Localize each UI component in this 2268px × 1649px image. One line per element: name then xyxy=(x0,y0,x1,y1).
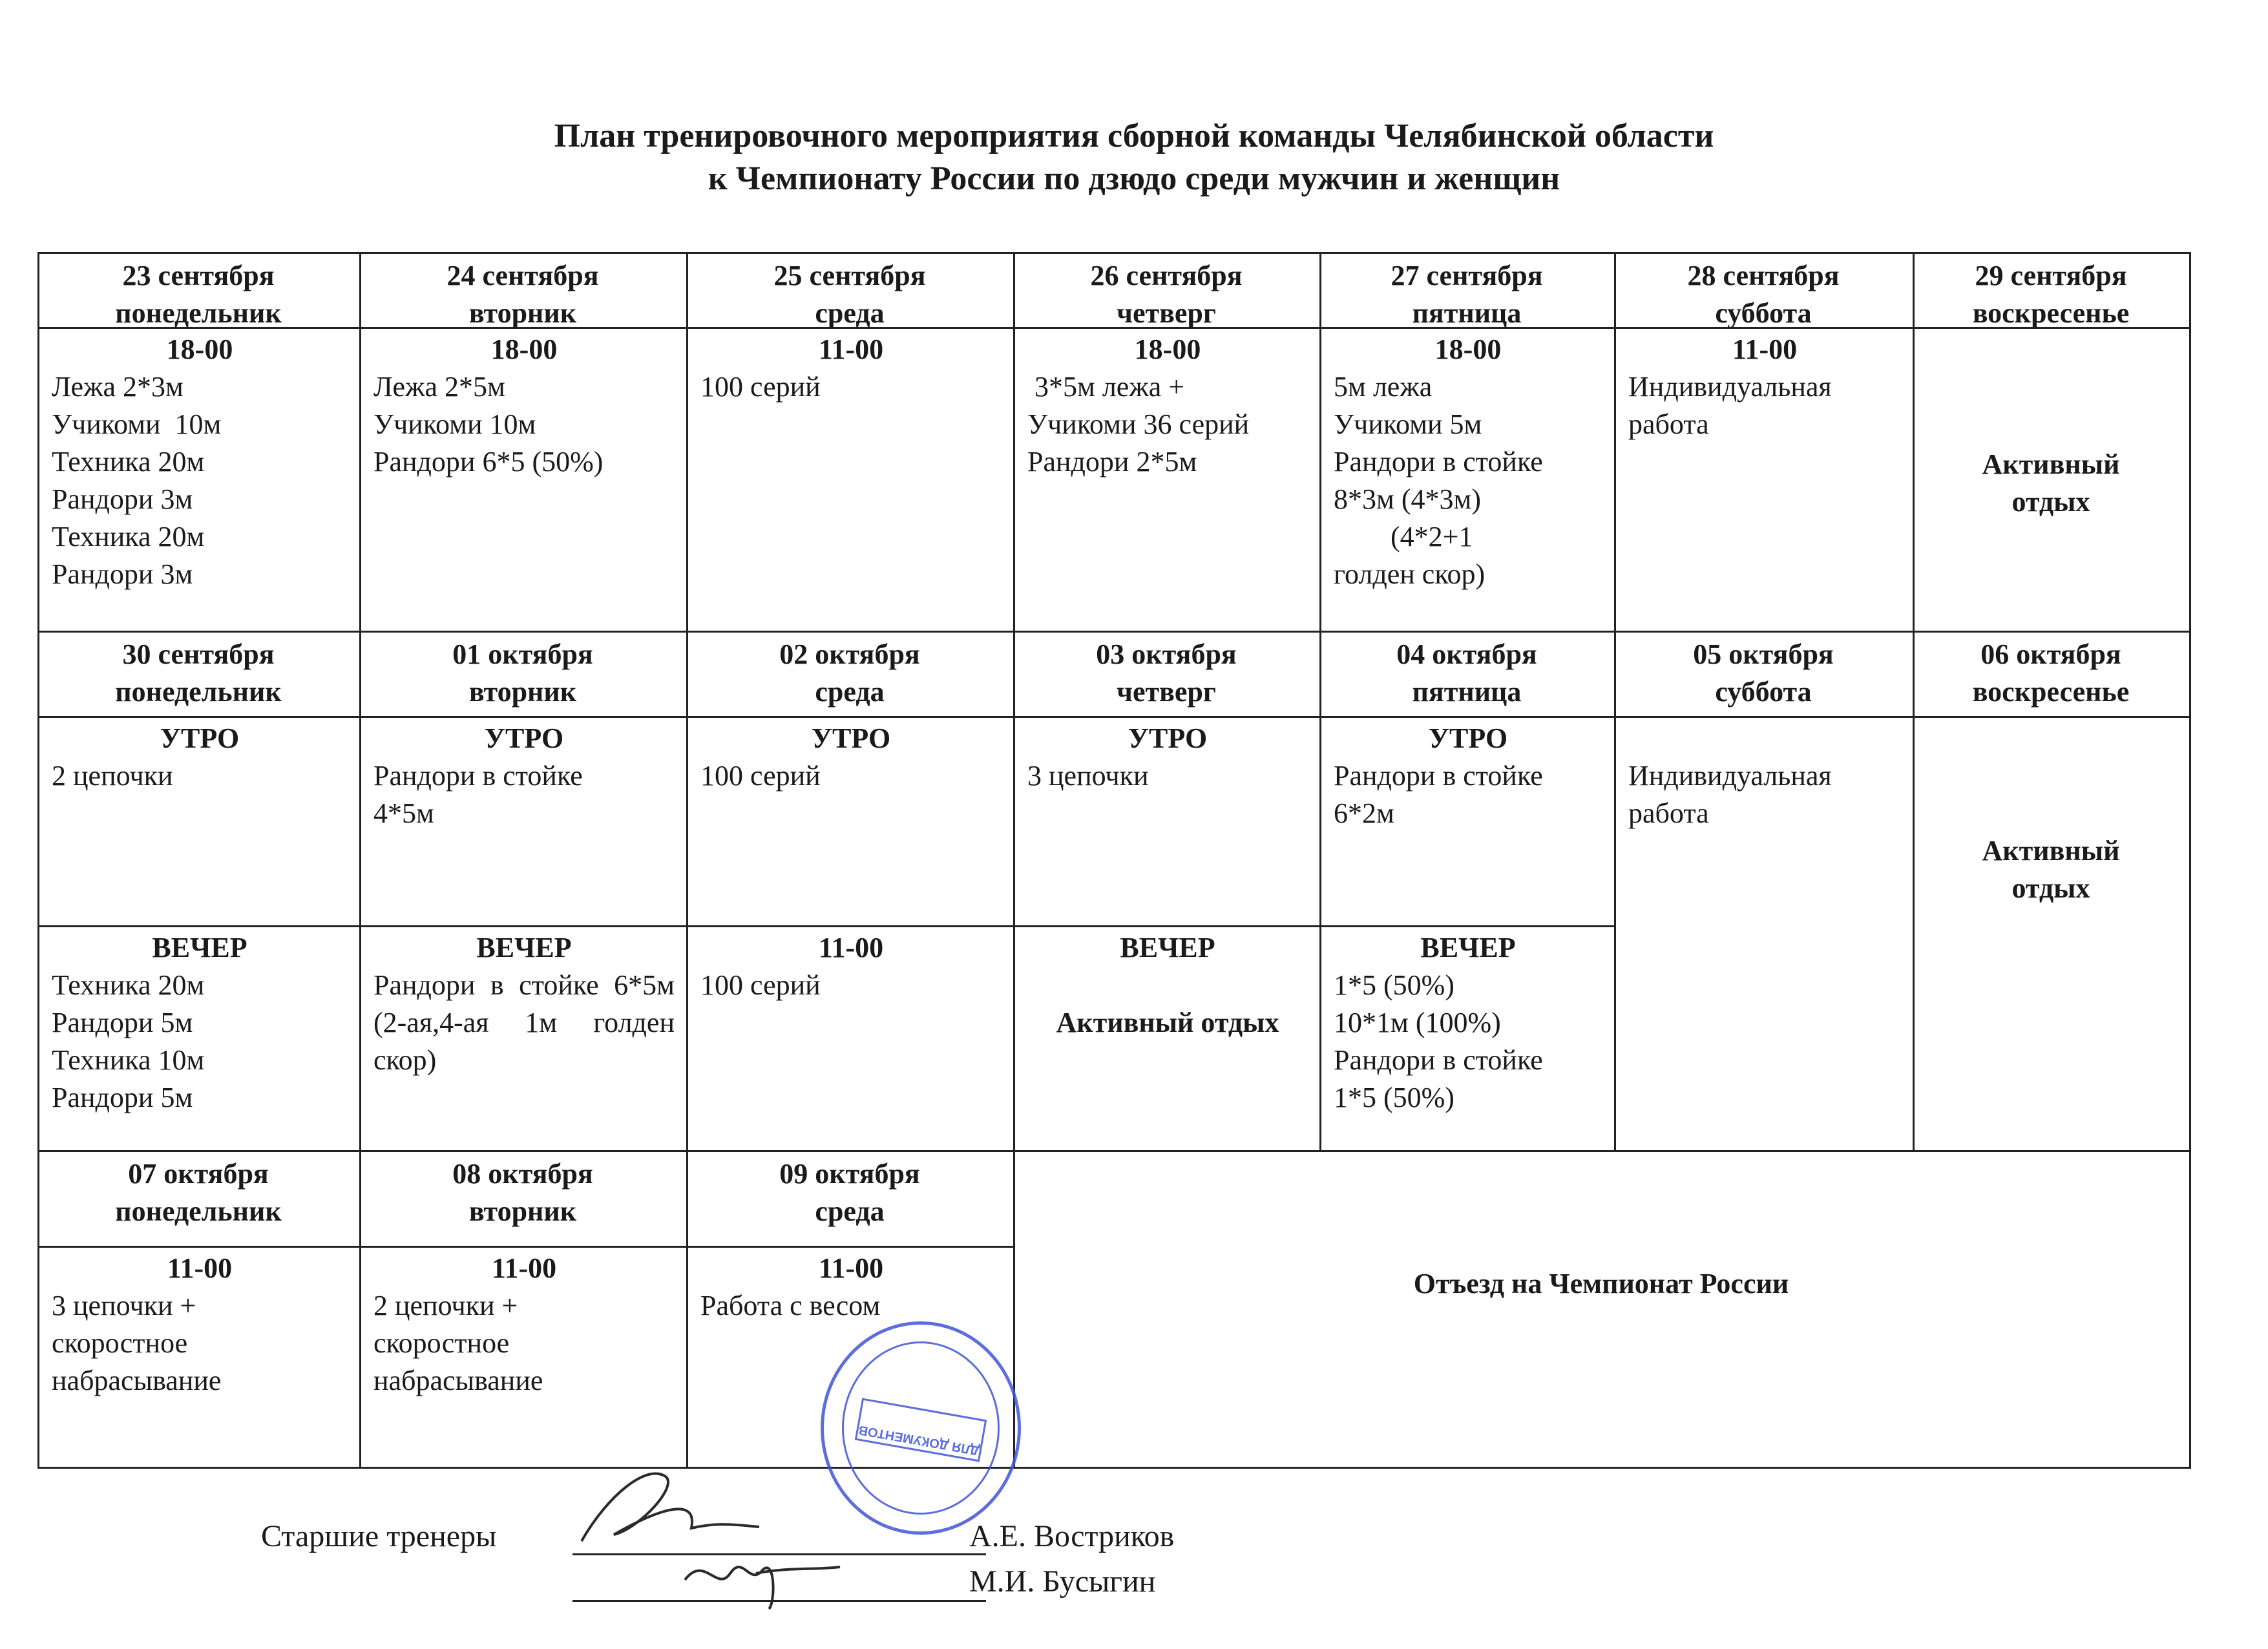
session-label: ВЕЧЕР xyxy=(1120,932,1215,963)
day-header-date: 05 октября xyxy=(1693,638,1834,670)
session-line: Лежа 2*5м xyxy=(373,371,505,403)
session-cell xyxy=(1013,327,1319,631)
session-line: 2 цепочки + xyxy=(373,1290,518,1321)
morning-session-cell xyxy=(359,716,686,925)
day-header-date: 24 сентября xyxy=(446,260,599,291)
day-header-weekday: суббота xyxy=(1715,297,1812,329)
session-line: 3 цепочки xyxy=(1027,760,1149,792)
day-header-date: 27 сентября xyxy=(1391,260,1543,291)
day-header-date: 03 октября xyxy=(1096,638,1237,670)
session-line: Лежа 2*3м xyxy=(52,371,184,403)
session-label: УТРО xyxy=(160,722,240,754)
day-header-date: 28 сентября xyxy=(1687,260,1840,291)
session-line: Рандори в стойке xyxy=(373,760,583,792)
day-header xyxy=(37,631,359,716)
session-time: 11-00 xyxy=(818,333,884,365)
day-header-weekday: четверг xyxy=(1117,676,1216,708)
signature-1 xyxy=(569,1457,762,1554)
day-header-weekday: понедельник xyxy=(115,1195,282,1227)
session-label: ВЕЧЕР xyxy=(476,932,572,963)
official-stamp xyxy=(821,1321,1021,1535)
session-line: Учикоми 5м xyxy=(1334,408,1482,440)
coach-name-1: А.Е. Востриков xyxy=(969,1519,1175,1553)
table-bottom-border xyxy=(37,1467,2191,1469)
session-cell xyxy=(37,1246,359,1467)
evening-session-cell xyxy=(1013,925,1319,1150)
day-header-weekday: понедельник xyxy=(115,297,282,329)
session-label: УТРО xyxy=(484,722,564,754)
session-text: Рандори в стойке 6*5м (2-ая,4-ая 1м голден скор) xyxy=(373,969,675,1076)
session-time: 18-00 xyxy=(166,333,233,365)
day-header xyxy=(1319,631,1614,716)
session-label: 11-00 xyxy=(818,932,884,963)
day-header-date: 26 сентября xyxy=(1090,260,1243,291)
session-line: работа xyxy=(1628,797,1709,829)
departure-cell xyxy=(1013,1150,2189,1467)
saturday-cell xyxy=(1614,716,1913,1150)
session-line: 2 цепочки xyxy=(52,760,173,792)
session-time: 18-00 xyxy=(1434,333,1502,365)
session-line: 100 серий xyxy=(700,760,821,792)
day-header xyxy=(359,252,686,327)
session-line: 1*5 (50%) xyxy=(1334,1082,1454,1113)
day-header-weekday: вторник xyxy=(468,1195,577,1227)
session-line: Рандори в стойке xyxy=(1334,446,1543,478)
day-header-date: 25 сентября xyxy=(773,260,926,291)
day-header-date: 09 октября xyxy=(779,1158,920,1190)
session-time: 11-00 xyxy=(818,1252,884,1284)
evening-session-cell xyxy=(359,925,686,1150)
session-label: УТРО xyxy=(811,722,891,754)
session-time: 11-00 xyxy=(491,1252,557,1284)
session-cell xyxy=(686,327,1013,631)
day-header-weekday: вторник xyxy=(468,297,577,329)
day-header xyxy=(1913,631,2189,716)
day-header xyxy=(1013,252,1319,327)
session-line: 5м лежа xyxy=(1334,371,1433,403)
session-cell xyxy=(359,1246,686,1467)
morning-session-cell xyxy=(37,716,359,925)
session-line: скоростное xyxy=(373,1327,510,1359)
session-cell xyxy=(1614,327,1913,631)
session-line: Рандори 5м xyxy=(52,1007,193,1038)
session-line: Индивидуальная xyxy=(1628,760,1832,792)
day-header-weekday: понедельник xyxy=(115,676,282,708)
session-line: 4*5м xyxy=(373,797,434,829)
session-line: 100 серий xyxy=(700,371,821,403)
session-line: Рандори 3м xyxy=(52,483,193,515)
session-label: УТРО xyxy=(1428,722,1508,754)
session-line: набрасывание xyxy=(373,1365,543,1396)
day-header-weekday: суббота xyxy=(1715,676,1812,708)
title-line-2: к Чемпионату России по дзюдо среди мужчин и женщин xyxy=(708,160,1560,197)
session-line: 1*5 (50%) xyxy=(1334,969,1454,1001)
session-line: 3*5м лежа + xyxy=(1027,371,1185,403)
session-label: ВЕЧЕР xyxy=(1420,932,1516,963)
day-header-weekday: пятница xyxy=(1412,297,1522,329)
session-line: скоростное xyxy=(52,1327,188,1359)
session-line: Рандори в стойке xyxy=(1334,760,1543,792)
session-time: 18-00 xyxy=(1134,333,1201,365)
session-cell xyxy=(1319,327,1614,631)
morning-session-cell xyxy=(686,716,1013,925)
session-cell xyxy=(37,327,359,631)
session-line: Учикоми 10м xyxy=(52,408,222,440)
title-line-1: План тренировочного мероприятия сборной команды Челябинской области xyxy=(554,118,1714,154)
session-time: 11-00 xyxy=(1732,333,1798,365)
day-header xyxy=(1913,252,2189,327)
day-header xyxy=(686,631,1013,716)
day-header-date: 01 октября xyxy=(452,638,593,670)
session-line: 6*2м xyxy=(1334,797,1394,829)
day-header-weekday: среда xyxy=(815,1195,885,1227)
document-title xyxy=(0,115,2268,200)
session-line: (4*2+1 xyxy=(1334,521,1473,552)
session-time: 18-00 xyxy=(490,333,558,365)
session-label: УТРО xyxy=(1128,722,1208,754)
session-line: Учикоми 36 серий xyxy=(1027,408,1250,440)
day-header xyxy=(686,252,1013,327)
stamp-center-text: ДЛЯ ДОКУМЕНТОВ xyxy=(855,1398,987,1462)
rest-label-line: Активный xyxy=(1982,835,2120,867)
evening-session-cell xyxy=(37,925,359,1150)
session-line: Рандори 2*5м xyxy=(1027,446,1197,478)
day-header-weekday: четверг xyxy=(1117,297,1216,329)
rest-label-line: отдых xyxy=(2011,486,2090,518)
day-header xyxy=(1614,631,1913,716)
session-line: 10*1м (100%) xyxy=(1334,1007,1501,1038)
day-header xyxy=(1319,252,1614,327)
day-header xyxy=(686,1150,1013,1246)
session-line: Рандори 6*5 (50%) xyxy=(373,446,604,478)
session-cell xyxy=(359,327,686,631)
session-note: Активный отдых xyxy=(1056,1007,1279,1038)
day-header-weekday: воскресенье xyxy=(1972,297,2130,329)
schedule-table xyxy=(37,252,2189,1467)
day-header xyxy=(37,1150,359,1246)
day-header xyxy=(359,1150,686,1246)
session-line: Работа с весом xyxy=(700,1290,881,1321)
day-header-date: 23 сентября xyxy=(122,260,275,291)
rest-day-cell xyxy=(1913,327,2189,631)
evening-session-cell xyxy=(686,925,1013,1150)
session-line: Индивидуальная xyxy=(1628,371,1832,403)
rest-label-line: Активный xyxy=(1982,448,2120,480)
session-line: 8*3м (4*3м) xyxy=(1334,483,1481,515)
session-line: Техника 20м xyxy=(52,521,205,552)
session-line: Учикоми 10м xyxy=(373,408,536,440)
day-header xyxy=(37,252,359,327)
session-line: Рандори в стойке xyxy=(1334,1044,1543,1076)
session-line: 3 цепочки + xyxy=(52,1290,196,1321)
session-time: 11-00 xyxy=(167,1252,233,1284)
session-line: голден скор) xyxy=(1334,558,1486,590)
morning-session-cell xyxy=(1319,716,1614,925)
day-header-date: 06 октября xyxy=(1980,638,2121,670)
rest-label-line: отдых xyxy=(2011,872,2090,904)
session-line: 100 серий xyxy=(700,969,821,1001)
day-header-date: 07 октября xyxy=(128,1158,269,1190)
day-header-date: 02 октября xyxy=(779,638,920,670)
signature-2 xyxy=(678,1541,846,1612)
signatures-label: Старшие тренеры xyxy=(261,1519,497,1553)
day-header-weekday: воскресенье xyxy=(1972,676,2130,708)
day-header xyxy=(1013,631,1319,716)
table-right-border xyxy=(2189,252,2191,1469)
session-line: Техника 20м xyxy=(52,969,205,1001)
evening-session-cell xyxy=(1319,925,1614,1150)
day-header-weekday: пятница xyxy=(1412,676,1522,708)
session-line: Рандори 3м xyxy=(52,558,193,590)
session-line: Рандори 5м xyxy=(52,1082,193,1113)
session-line: работа xyxy=(1628,408,1709,440)
day-header-weekday: вторник xyxy=(468,676,577,708)
session-line: Техника 10м xyxy=(52,1044,205,1076)
day-header-weekday: среда xyxy=(815,676,885,708)
morning-session-cell xyxy=(1013,716,1319,925)
session-line: Техника 20м xyxy=(52,446,205,478)
day-header-date: 29 сентября xyxy=(1975,260,2127,291)
departure-label: Отъезд на Чемпионат России xyxy=(1413,1268,1789,1299)
coach-name-2: М.И. Бусыгин xyxy=(969,1564,1156,1599)
day-header xyxy=(1614,252,1913,327)
rest-day-cell xyxy=(1913,716,2189,1150)
day-header-date: 30 сентября xyxy=(122,638,275,670)
day-header-date: 08 октября xyxy=(452,1158,593,1190)
day-header xyxy=(359,631,686,716)
day-header-date: 04 октября xyxy=(1396,638,1537,670)
session-line: набрасывание xyxy=(52,1365,222,1396)
day-header-weekday: среда xyxy=(815,297,885,329)
session-label: ВЕЧЕР xyxy=(152,932,247,963)
